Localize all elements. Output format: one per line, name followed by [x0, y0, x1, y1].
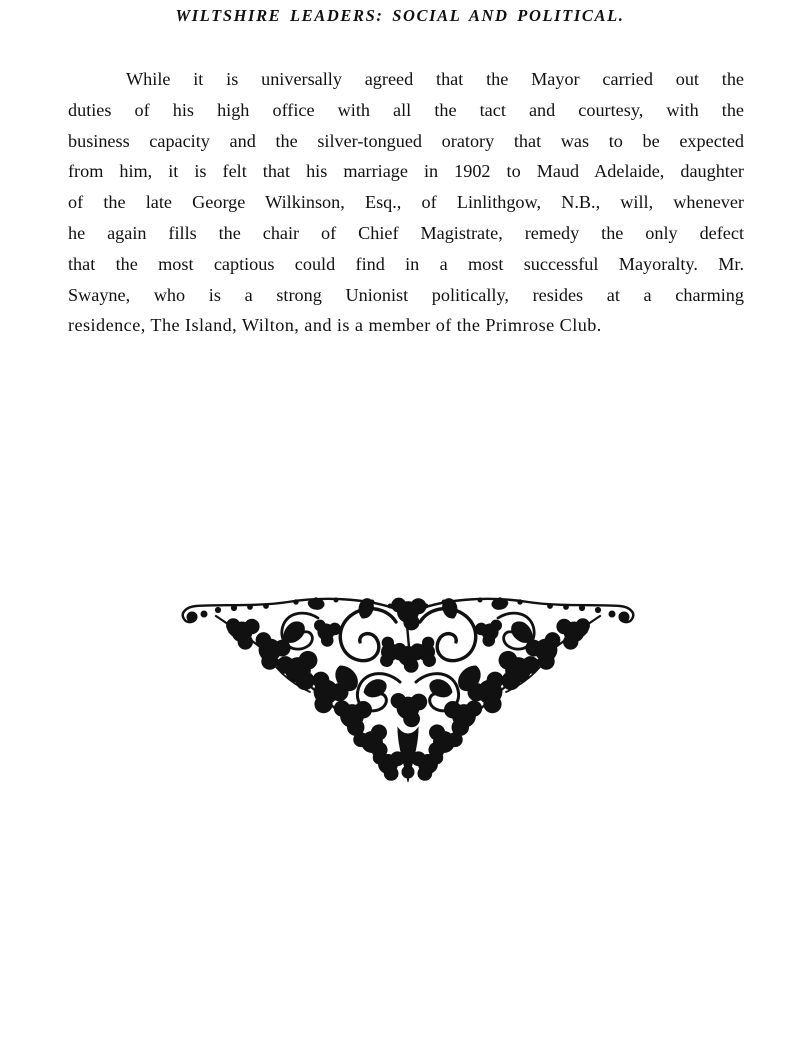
paragraph-line: that the most captious could find in a most successful Mayoralty. Mr. [68, 253, 744, 274]
paragraph-line: duties of his high office with all the tact and courtesy, with the [68, 99, 744, 120]
paragraph-line: business capacity and the silver-tongued oratory that was to be expected [68, 130, 744, 151]
floral-tailpiece-icon [176, 596, 640, 786]
paragraph-line: residence, The Island, Wilton, and is a member of the Primrose Club. [68, 315, 602, 336]
paragraph-line: Swayne, who is a strong Unionist politically, resides at a charming [68, 284, 744, 305]
paragraph-line: he again fills the chair of Chief Magistrate, remedy the only defect [68, 222, 744, 243]
body-paragraph [68, 64, 744, 341]
paragraph-line: of the late George Wilkinson, Esq., of Linlithgow, N.B., will, whenever [68, 192, 744, 213]
paragraph-line: While it is universally agreed that the Mayor carried out the [126, 69, 744, 89]
running-head: WILTSHIRE LEADERS: SOCIAL AND POLITICAL. [175, 6, 625, 25]
paragraph-line: from him, it is felt that his marriage in 1902 to Maud Adelaide, daughter [68, 161, 744, 182]
